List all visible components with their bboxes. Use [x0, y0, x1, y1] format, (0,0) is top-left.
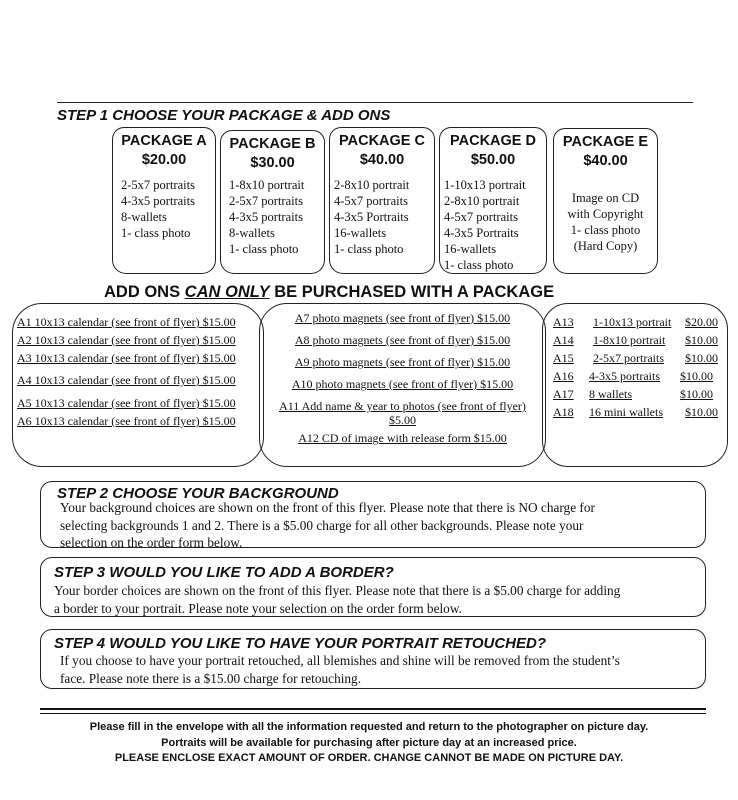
footer-note-3: PLEASE ENCLOSE EXACT AMOUNT OF ORDER. CHANGE CANNOT BE MADE ON PICTURE DAY.: [114, 752, 624, 764]
package-b-item: 8-wallets: [229, 226, 275, 240]
package-d-name: PACKAGE D: [450, 133, 536, 149]
package-d-item: 2-8x10 portrait: [444, 194, 520, 208]
addon-a17-price: $10.00: [680, 387, 713, 401]
package-a-item: 2-5x7 portraits: [121, 178, 195, 192]
addon-a16-code: A16: [553, 369, 574, 383]
addon-a3: A3 10x13 calendar (see front of flyer) $15.00: [17, 351, 236, 365]
addon-a4: A4 10x13 calendar (see front of flyer) $15.00: [17, 373, 236, 387]
package-e-item: with Copyright: [567, 207, 644, 221]
addon-a18-desc: 16 mini wallets: [589, 405, 663, 419]
package-a-item: 4-3x5 portraits: [121, 194, 195, 208]
addon-a16-desc: 4-3x5 portraits: [589, 369, 660, 383]
step2-text: [60, 499, 595, 552]
addon-a15-desc: 2-5x7 portraits: [593, 351, 664, 365]
package-a-item: 1- class photo: [121, 226, 191, 240]
addon-a12: A12 CD of image with release form $15.00: [298, 431, 507, 445]
addon-a15-code: A15: [553, 351, 574, 365]
addon-a10: A10 photo magnets (see front of flyer) $15.00: [291, 377, 514, 391]
step2-line: Your background choices are shown on the front of this flyer. Please note that there is NO charge for: [60, 500, 595, 515]
package-e-price: $40.00: [583, 153, 628, 169]
package-c-item: 4-3x5 Portraits: [334, 210, 409, 224]
package-d-item: 16-wallets: [444, 242, 497, 256]
package-e-header: [553, 128, 658, 173]
addon-a8: A8 photo magnets (see front of flyer) $15.00: [294, 333, 511, 347]
step2-line: selecting backgrounds 1 and 2. There is a $5.00 charge for all other backgrounds. Please note your: [60, 517, 584, 533]
package-e-name: PACKAGE E: [562, 134, 649, 150]
package-e-item: (Hard Copy): [573, 239, 638, 253]
addons-title-start: ADD ONS: [104, 283, 185, 301]
addon-a1: A1 10x13 calendar (see front of flyer) $15.00: [17, 315, 236, 329]
package-d-item: 1- class photo: [444, 258, 514, 272]
package-e-contents: [553, 172, 658, 274]
package-d-item: 4-3x5 Portraits: [444, 226, 519, 240]
package-c-item: 1- class photo: [334, 242, 404, 256]
addons-title-end: BE PURCHASED WITH A PACKAGE: [269, 283, 555, 301]
addon-a14-desc: 1-8x10 portrait: [593, 333, 666, 347]
package-b-item: 4-3x5 portraits: [229, 210, 303, 224]
footer-note-1: Please fill in the envelope with all the information requested and return to the photographer on picture day.: [89, 721, 649, 733]
step3-line: a border to your portrait. Please note your selection on the order form below.: [54, 600, 462, 616]
package-d-item: 1-10x13 portrait: [444, 178, 526, 192]
step2-title: STEP 2 CHOOSE YOUR BACKGROUND: [57, 485, 339, 502]
addon-a9: A9 photo magnets (see front of flyer) $15.00: [294, 355, 511, 369]
step4-text: [60, 652, 620, 687]
package-b-price: $30.00: [250, 155, 295, 171]
addon-a13-price: $20.00: [685, 315, 718, 329]
step3-line: Your border choices are shown on the front of this flyer. Please note that there is a $5.00 charge for adding: [54, 583, 621, 598]
package-a-item: 8-wallets: [121, 210, 167, 224]
package-e-item: 1- class photo: [570, 223, 641, 237]
footer-divider-top: [40, 708, 706, 710]
addon-a13-code: A13: [553, 315, 574, 329]
addon-a6: A6 10x13 calendar (see front of flyer) $15.00: [17, 414, 236, 428]
package-d-item: 4-5x7 portraits: [444, 210, 518, 224]
package-a-name: PACKAGE A: [121, 133, 207, 149]
addon-a18-code: A18: [553, 405, 574, 419]
package-a-contents: [112, 171, 216, 274]
addon-a11: A11 Add name & year to photos (see front of flyer): [279, 399, 526, 413]
package-c-item: 2-8x10 portrait: [334, 178, 410, 192]
addon-a17-desc: 8 wallets: [589, 387, 632, 401]
top-divider: [57, 102, 693, 103]
package-c-item: 16-wallets: [334, 226, 387, 240]
step4-line: If you choose to have your portrait retouched, all blemishes and shine will be removed from the student’s: [60, 653, 620, 668]
addon-a18-price: $10.00: [685, 405, 718, 419]
addon-a17-code: A17: [553, 387, 574, 401]
addon-a11-price: $5.00: [389, 413, 416, 427]
addons-title: [104, 283, 554, 302]
addon-a5: A5 10x13 calendar (see front of flyer) $15.00: [17, 396, 236, 410]
package-d-header: [439, 127, 547, 172]
package-b-header: [220, 130, 325, 175]
footer-note-2: Portraits will be available for purchasing after picture day at an increased price.: [161, 737, 577, 749]
package-c-header: [329, 127, 435, 172]
step2-line: selection on the order form below.: [60, 535, 243, 550]
package-b-name: PACKAGE B: [229, 136, 316, 152]
package-a-price: $20.00: [141, 152, 187, 168]
package-a-header: [112, 127, 216, 172]
package-b-item: 1- class photo: [229, 242, 299, 256]
step4-title: STEP 4 WOULD YOU LIKE TO HAVE YOUR PORTRAIT RETOUCHED?: [54, 635, 546, 652]
step4-line: face. Please note there is a $15.00 charge for retouching.: [60, 670, 362, 686]
step3-title: STEP 3 WOULD YOU LIKE TO ADD A BORDER?: [54, 564, 394, 581]
package-d-price: $50.00: [470, 152, 516, 168]
footer-divider-second: [40, 713, 706, 714]
package-c-contents: [329, 171, 435, 274]
addon-a7: A7 photo magnets (see front of flyer) $15.00: [294, 311, 511, 325]
step1-title: STEP 1 CHOOSE YOUR PACKAGE & ADD ONS: [57, 107, 391, 124]
package-b-item: 1-8x10 portrait: [229, 178, 305, 192]
addons-title-emphasis: CAN ONLY: [184, 283, 270, 301]
package-d-contents: [439, 171, 547, 274]
package-b-item: 2-5x7 portraits: [229, 194, 303, 208]
addon-a2: A2 10x13 calendar (see front of flyer) $15.00: [17, 333, 236, 347]
package-e-item: Image on CD: [571, 191, 640, 205]
package-c-price: $40.00: [359, 152, 405, 168]
step3-text: [54, 582, 620, 617]
addon-a14-price: $10.00: [685, 333, 718, 347]
addon-a14-code: A14: [553, 333, 574, 347]
package-c-item: 4-5x7 portraits: [334, 194, 408, 208]
addon-a16-price: $10.00: [680, 369, 713, 383]
package-c-name: PACKAGE C: [339, 133, 425, 149]
addon-a15-price: $10.00: [685, 351, 718, 365]
package-b-contents: [220, 171, 325, 274]
addon-a13-desc: 1-10x13 portrait: [593, 315, 672, 329]
